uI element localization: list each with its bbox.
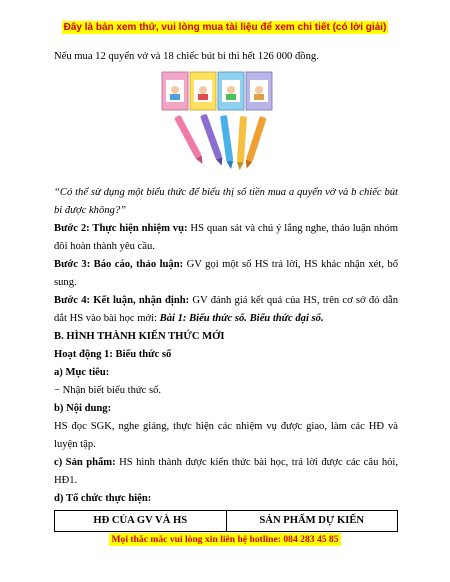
- hotline-footer: Mọi thắc mắc vui lòng xin liên hệ hotline: 084 283 45 85: [111, 534, 339, 545]
- step-4: Bước 4: Kết luận, nhận định: GV đánh giá kết quả của HS, trên cơ sở đó dẫn dắt HS vào bài học mới: Bài 1: Biểu thức số. Biểu thức đại số.: [54, 295, 398, 324]
- product-text: c) Sản phẩm: HS hình thành được kiến thức bài học, trả lời được các câu hỏi, HĐ1.: [54, 457, 399, 486]
- table-header-activities: HĐ CỦA GV VÀ HS: [93, 515, 188, 526]
- preview-banner: Đây là bản xem thử, vui lòng mua tài liệu để xem chi tiết (có lời giải): [63, 22, 387, 33]
- notebooks-pens-illustration: [54, 70, 398, 182]
- notebooks-pens-image: [160, 70, 278, 180]
- content-heading: b) Nội dung:: [54, 403, 112, 414]
- step-2: Bước 2: Thực hiện nhiệm vụ: HS quan sát và chú ý lắng nghe, thảo luận nhóm đôi hoàn thành yêu cầu.: [54, 223, 398, 252]
- objective-heading: a) Mục tiêu:: [54, 367, 110, 378]
- section-b-heading: B. HÌNH THÀNH KIẾN THỨC MỚI: [54, 331, 225, 342]
- activity-table-header: [54, 510, 398, 532]
- content-text: HS đọc SGK, nghe giảng, thực hiện các nhiệm vụ được giao, làm các HĐ và luyện tập.: [54, 421, 398, 450]
- question-text: “Có thể sử dụng một biểu thức để biểu thị số tiền mua a quyển vở và b chiếc bút bi được không?”: [54, 187, 398, 216]
- objective-text: − Nhận biết biểu thức số.: [54, 385, 162, 396]
- organization-heading: d) Tổ chức thực hiện:: [54, 493, 152, 504]
- step-3: Bước 3: Báo cáo, thảo luận: GV gọi một số HS trả lời, HS khác nhận xét, bổ sung.: [54, 259, 399, 288]
- activity-heading: Hoạt động 1: Biểu thức số: [54, 349, 172, 360]
- table-header-products: SẢN PHẨM DỰ KIẾN: [226, 511, 398, 531]
- intro-text: Nếu mua 12 quyển vở và 18 chiếc bút bi thì hết 126 000 đồng.: [54, 51, 319, 62]
- document-body: [54, 48, 398, 532]
